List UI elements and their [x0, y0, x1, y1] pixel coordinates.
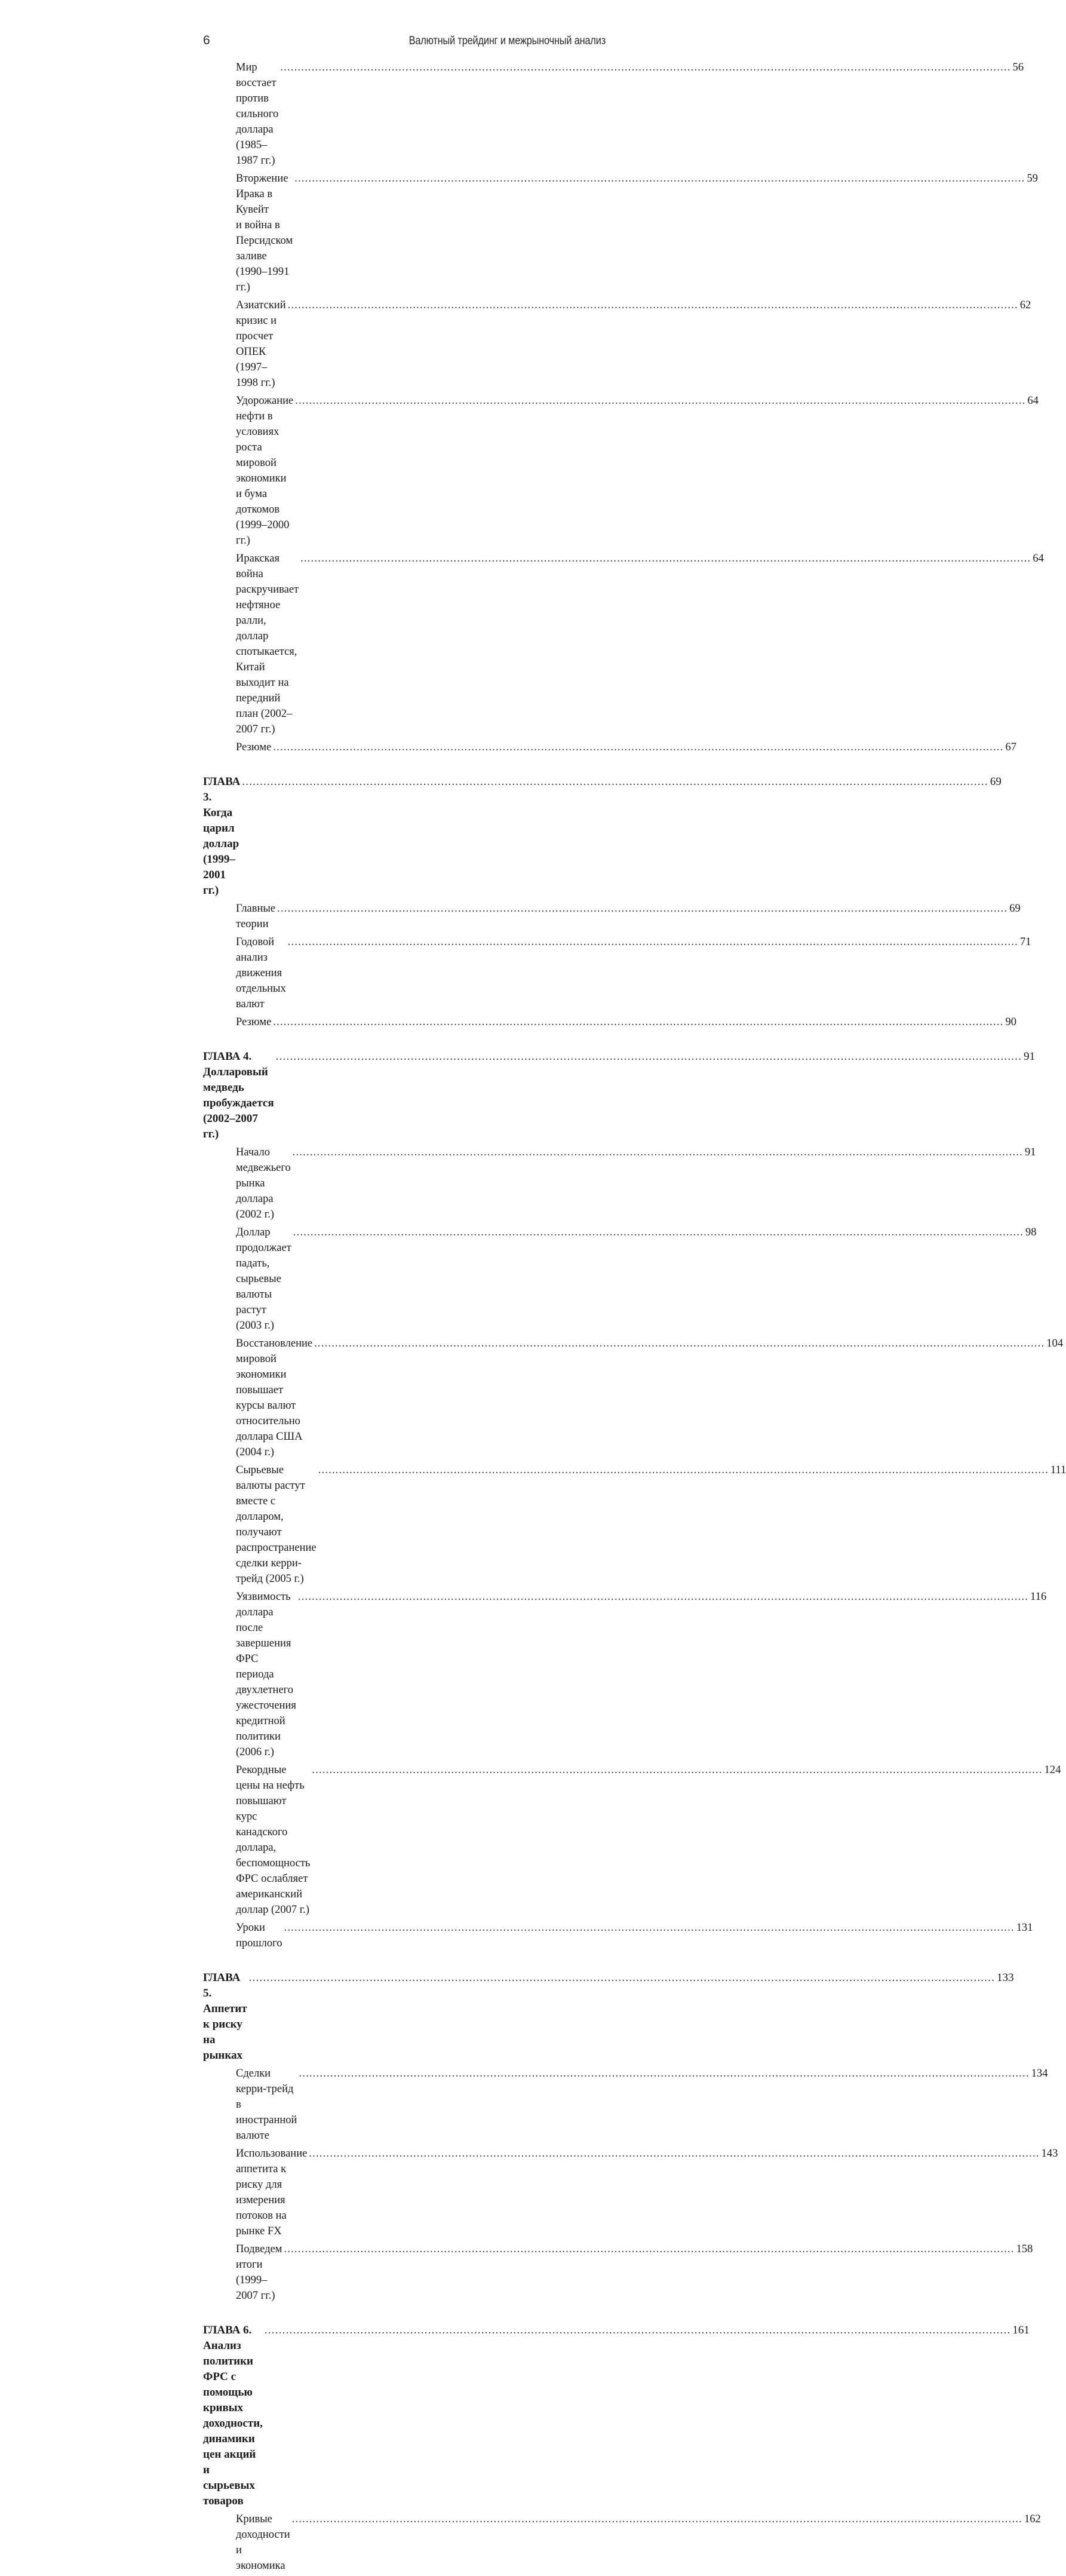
toc-entry: [203, 934, 1031, 1012]
toc-page-number: 158: [1016, 2243, 1033, 2255]
toc-page-number: 62: [1019, 299, 1031, 311]
toc-page-number: 161: [1012, 2324, 1030, 2336]
toc-entry-title-line1: Вторжение Ирака в Кувейт: [236, 173, 288, 216]
toc-entry-title: потоков на рынке FX: [236, 2210, 287, 2237]
toc-page-number: 104: [1046, 1338, 1064, 1350]
toc-page-number: 64: [1027, 395, 1039, 407]
toc-page-number: 67: [1005, 741, 1017, 753]
dot-leader: [288, 934, 1018, 950]
toc-page-number: 69: [990, 775, 1002, 788]
toc-page-number: 56: [1012, 62, 1024, 73]
dot-leader: [277, 901, 1007, 916]
toc-page-number: 71: [1019, 936, 1031, 948]
toc-entry-title: Доллар продолжает падать, сырьевые валюты растут (2003 г.): [236, 1226, 291, 1332]
dot-leader: [295, 393, 1025, 409]
chapter-title: [203, 2323, 263, 2509]
dot-leader: [249, 1970, 996, 1986]
dot-leader: [280, 60, 1010, 75]
dot-leader: [293, 1145, 1023, 1160]
dot-leader: [293, 1225, 1024, 1240]
dot-leader: [314, 1336, 1045, 1351]
toc-entry: [203, 2241, 1033, 2304]
toc-chapter-3: [203, 774, 1002, 898]
toc-entry: [203, 1336, 1064, 1460]
toc-page-number: 111: [1050, 1464, 1066, 1476]
dot-leader: [265, 2323, 1011, 2338]
toc-entry-title: Резюме: [236, 1016, 272, 1028]
toc-entry: [203, 393, 1039, 548]
toc-entry: [203, 1462, 1066, 1587]
dot-leader: [300, 551, 1031, 566]
toc-entry: [203, 298, 1031, 391]
toc-entry-title-line1: Удорожание нефти в условиях роста мировой экономики: [236, 395, 294, 484]
toc-page-number: 124: [1044, 1764, 1061, 1776]
toc-chapter-4: [203, 1049, 1036, 1142]
toc-entry-title: беспомощность ФРС ослабляет американский доллар (2007 г.): [236, 1857, 311, 1916]
toc-entry: [203, 2511, 1041, 2574]
dot-leader: [299, 2066, 1029, 2081]
toc-entry: [203, 171, 1038, 295]
toc-entry: [203, 1225, 1037, 1333]
toc-entry: [203, 2146, 1058, 2239]
toc-page-number: 143: [1041, 2148, 1058, 2160]
toc-entry-title: Кривые доходности и экономика: [236, 2513, 290, 2572]
running-header: Валютный трейдинг и межрыночный анализ: [408, 35, 606, 47]
dot-leader: [294, 171, 1025, 186]
dot-leader: [288, 298, 1018, 313]
toc-entry-title: ужесточения кредитной политики (2006 г.): [236, 1700, 296, 1758]
toc-page-number: 69: [1009, 903, 1021, 915]
dot-leader: [242, 774, 988, 790]
toc-entry-title: и война в Персидском заливе (1990–1991 гг.): [236, 219, 293, 293]
dot-leader: [318, 1462, 1049, 1478]
toc-page-number: 91: [1024, 1146, 1036, 1158]
toc-entry: [203, 2066, 1048, 2143]
toc-entry-title: Азиатский кризис и просчет ОПЕК (1997–1998 гг.): [236, 299, 286, 389]
toc-page-number: 59: [1027, 173, 1038, 185]
toc-entry: [203, 1589, 1047, 1760]
toc-entry: [203, 1762, 1061, 1918]
chapter-title: ГЛАВА 5. Аппетит к риску на рынках: [203, 1971, 247, 2062]
toc-entry-title: относительно доллара США (2004 г.): [236, 1415, 303, 1458]
toc-entry: [203, 740, 1017, 755]
dot-leader: [284, 2241, 1014, 2257]
toc-entry: [203, 551, 1044, 737]
toc-entry-title-line1: Рекордные цены на нефть повышают курс канадского доллара,: [236, 1764, 305, 1854]
toc-entry: [203, 1920, 1033, 1951]
toc-entry: [203, 901, 1021, 932]
toc-entry-title-line1: Иракская война раскручивает нефтяное ралли, доллар спотыкается,: [236, 553, 299, 658]
toc-entry: [203, 1014, 1017, 1030]
toc-entry-title: Начало медвежьего рынка доллара (2002 г.): [236, 1146, 291, 1220]
page-number: 6: [203, 33, 210, 47]
toc-page-number: 133: [997, 1971, 1014, 1984]
toc-page-number: 131: [1016, 1922, 1033, 1934]
dot-leader: [273, 1014, 1003, 1030]
toc-entry-title: получают распространение сделки керри-трейд (2005 г.): [236, 1526, 317, 1585]
toc-page-number: 134: [1031, 2068, 1048, 2080]
dot-leader: [298, 1589, 1028, 1605]
toc-entry-title: и бума доткомов (1999–2000 гг.): [236, 488, 290, 547]
dot-leader: [292, 2511, 1022, 2527]
table-of-contents: [203, 60, 1066, 2576]
toc-entry-title-line1: Уязвимость доллара после завершения ФРС периода двухлетнего: [236, 1591, 294, 1696]
toc-entry: [203, 60, 1024, 168]
chapter-title-line1: ГЛАВА 6. Анализ политики ФРС с помощью кривых: [203, 2324, 253, 2414]
chapter-title-line2: доходности, динамики цен акций и сырьевых товаров: [203, 2417, 263, 2507]
dot-leader: [312, 1762, 1042, 1778]
toc-page-number: 91: [1024, 1050, 1036, 1063]
toc-page-number: 98: [1025, 1226, 1037, 1238]
chapter-title: ГЛАВА 3. Когда царил доллар (1999–2001 гг.): [203, 775, 241, 897]
toc-entry-title-line1: Использование аппетита к риску для измерения: [236, 2148, 308, 2206]
toc-entry: [203, 1145, 1036, 1222]
toc-chapter-5: [203, 1970, 1014, 2063]
dot-leader: [273, 740, 1003, 755]
toc-entry-title: Резюме: [236, 741, 272, 753]
toc-page-number: 162: [1024, 2513, 1041, 2525]
toc-entry-title: Годовой анализ движения отдельных валют: [236, 936, 286, 1010]
dot-leader: [309, 2146, 1039, 2161]
toc-entry-title: Сделки керри-трейд в иностранной валюте: [236, 2068, 297, 2142]
toc-chapter-6: [203, 2323, 1030, 2509]
chapter-title: ГЛАВА 4. Долларовый медведь пробуждается (2002–2007 гг.): [203, 1050, 274, 1140]
toc-entry-title: Главные теории: [236, 903, 276, 930]
toc-page-number: 90: [1005, 1016, 1017, 1028]
toc-entry-title-line1: Сырьевые валюты растут вместе с долларом,: [236, 1464, 305, 1523]
toc-entry-title: Мир восстает против сильного доллара (1985–1987 гг.): [236, 62, 279, 167]
toc-page-number: 116: [1030, 1591, 1047, 1603]
dot-leader: [276, 1049, 1022, 1065]
toc-entry-title-line1: Восстановление мировой экономики повышает курсы валют: [236, 1338, 313, 1412]
dot-leader: [284, 1920, 1015, 1936]
toc-entry-title: Китай выходит на передний план (2002–2007 гг.): [236, 661, 293, 735]
toc-entry-title: Уроки прошлого: [236, 1922, 282, 1949]
toc-page-number: 64: [1033, 553, 1044, 565]
toc-entry-title: Подведем итоги (1999–2007 гг.): [236, 2243, 282, 2302]
